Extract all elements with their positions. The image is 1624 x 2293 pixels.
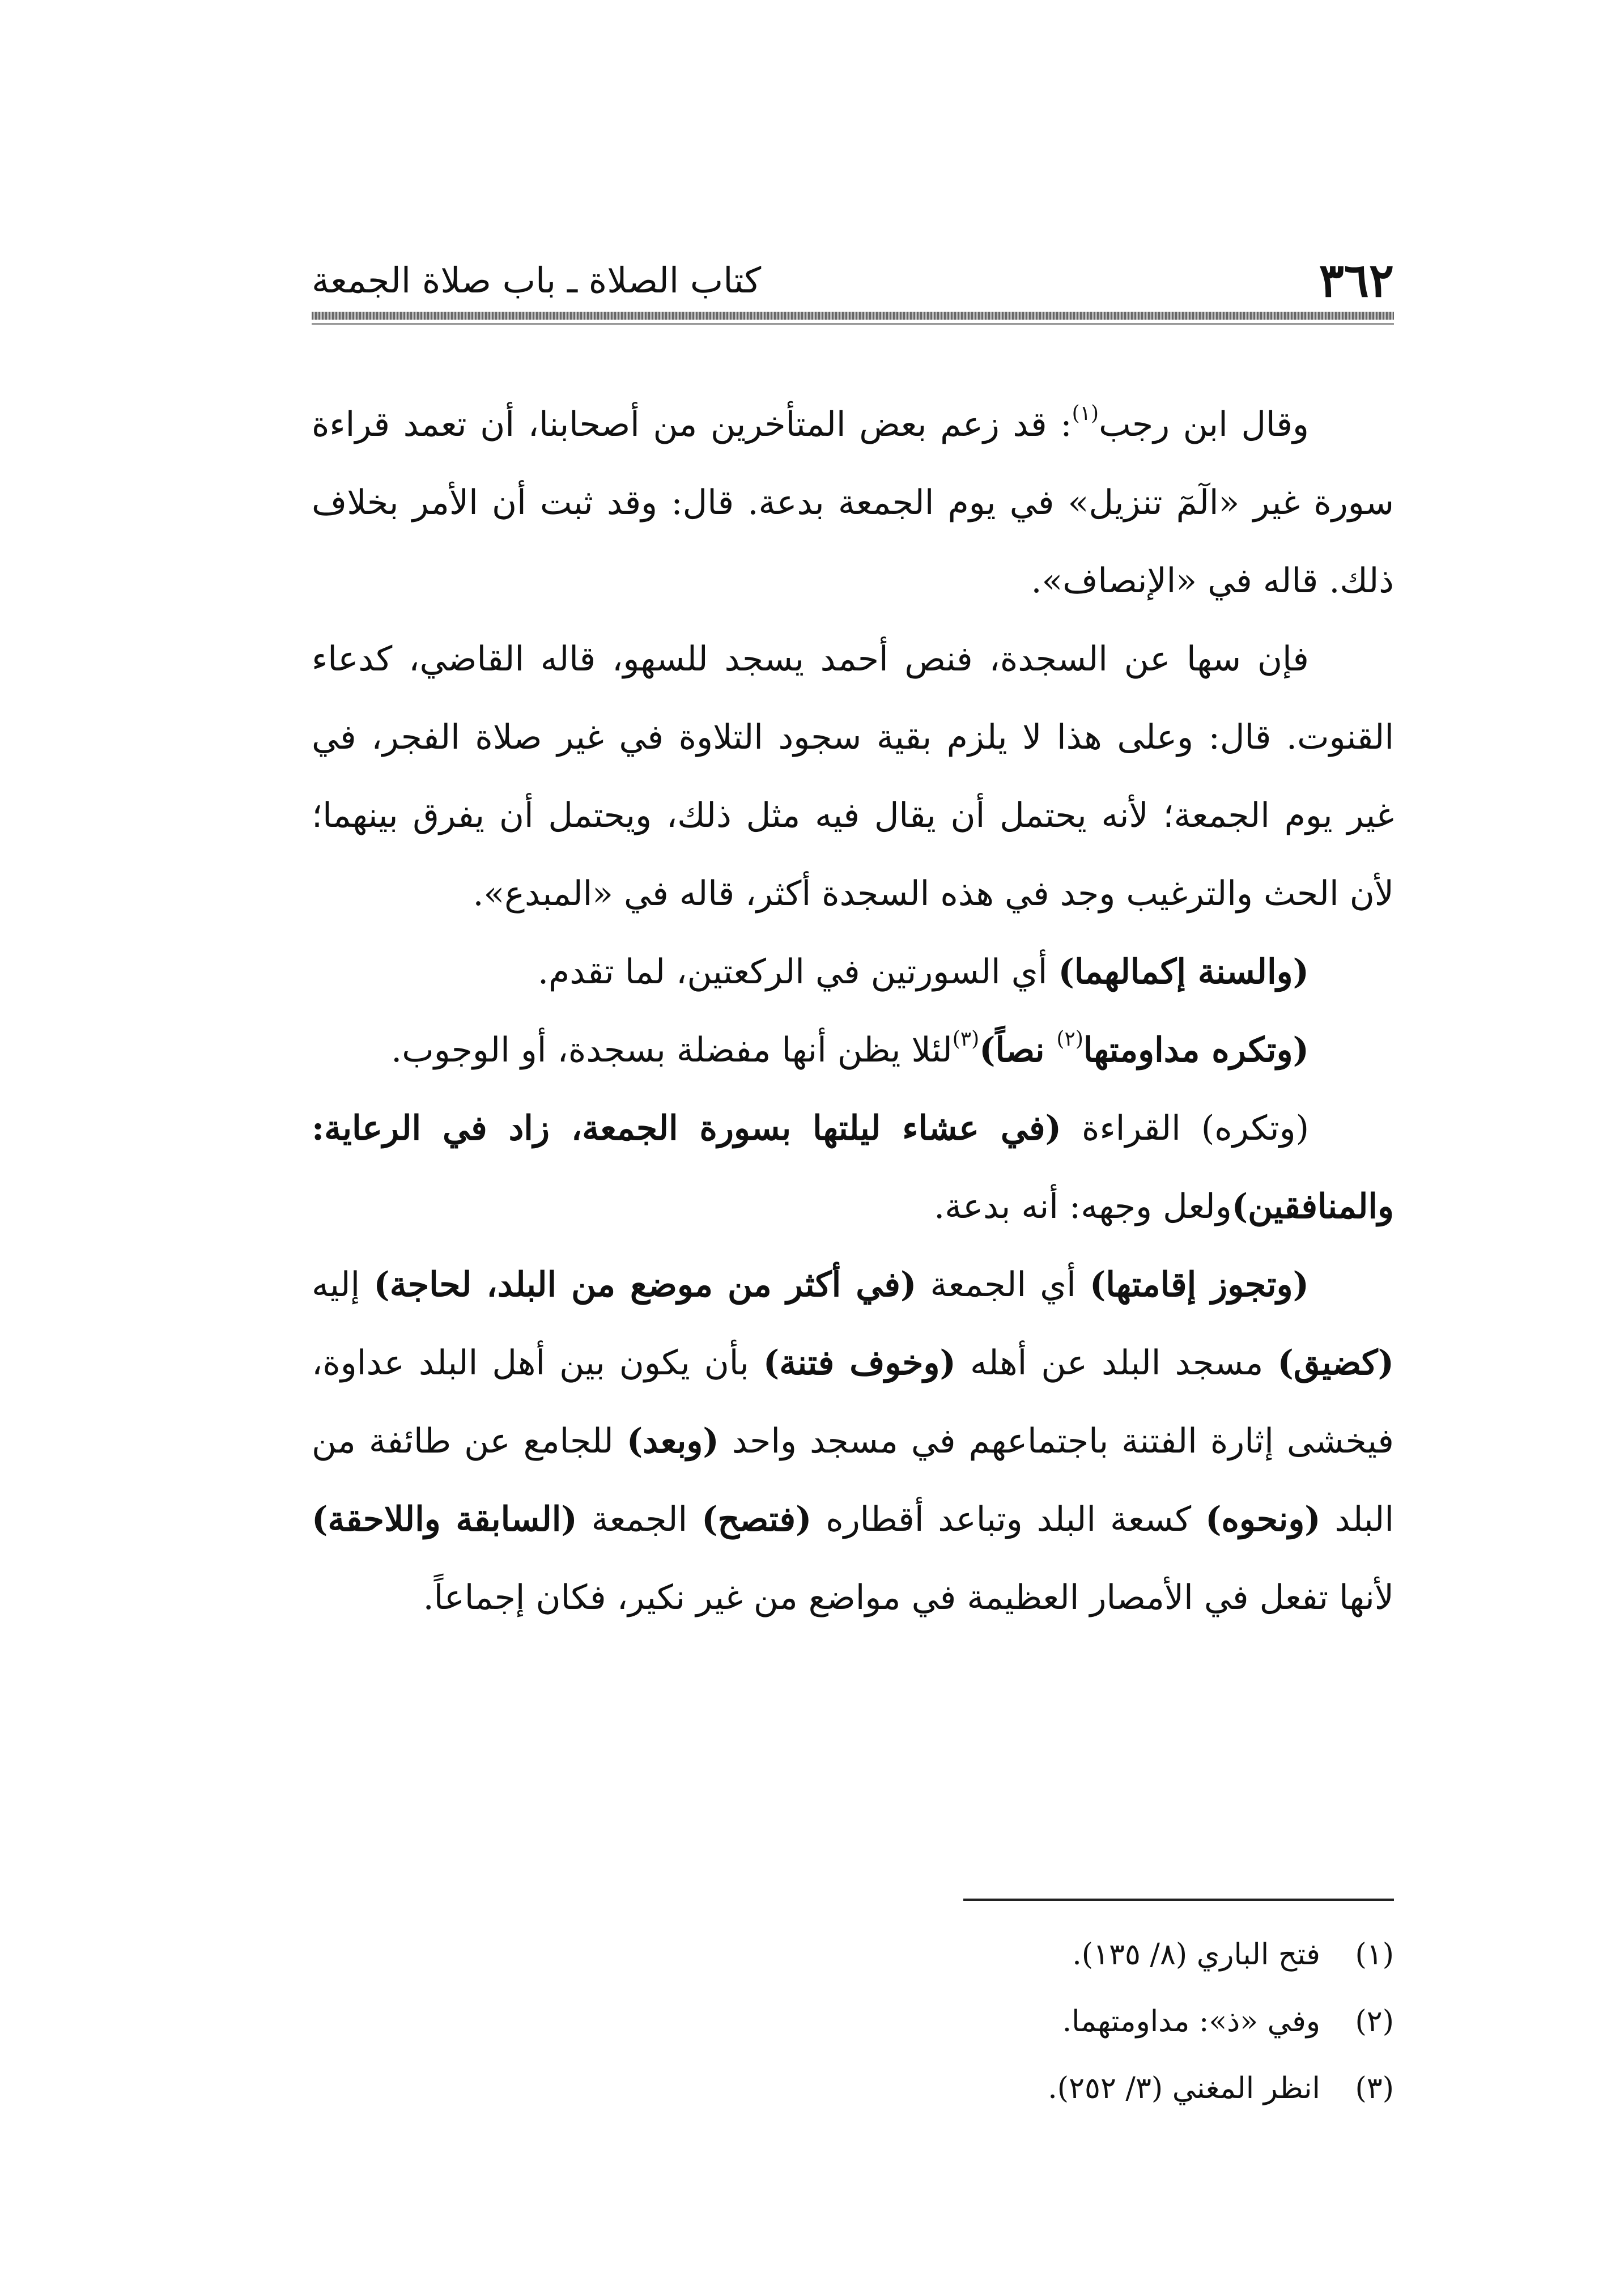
footnotes bbox=[680, 1921, 1394, 2122]
footnote bbox=[680, 1988, 1394, 2055]
running-header bbox=[312, 249, 1394, 312]
header-rule-thin bbox=[312, 323, 1394, 325]
sharh-text: وقال ابن رجب bbox=[1099, 405, 1309, 444]
paragraph bbox=[312, 933, 1394, 1011]
paragraph bbox=[312, 385, 1394, 620]
sharh-text: أي الجمعة bbox=[916, 1265, 1090, 1305]
sharh-text: للجامع عن طائفة من البلد bbox=[312, 1421, 1394, 1539]
sharh-text: فإن سها عن السجدة، فنص أحمد يسجد للسهو، قاله القاضي، كدعاء القنوت. قال: وعلى هذا لا يلزم بقية سجود التلاوة في غير صلاة الفجر، في غير يوم الجمعة؛ لأنه يحتمل أن يقال فيه مثل ذلك، ويحتمل أن يفرق بينهما؛ لأن الحث والترغيب وجد في هذه السجدة أكثر، قاله في «المبدع». bbox=[312, 639, 1394, 914]
matn-text: (ونحوه) bbox=[1205, 1500, 1321, 1539]
matn-text: (والسنة إكمالهما) bbox=[1058, 952, 1309, 992]
sharh-text: : قد زعم بعض المتأخرين من أصحابنا، أن تعمد قراءة سورة غير «الٓمٓ تنزيل» في يوم الجمعة بدعة. قال: وقد ثبت أن الأمر بخلاف ذلك. قاله في «الإنصاف». bbox=[312, 405, 1394, 601]
matn-text: (فتصح) bbox=[702, 1500, 812, 1539]
matn-text: (وتجوز إقامتها) bbox=[1090, 1265, 1310, 1305]
paragraph bbox=[312, 1246, 1394, 1637]
footnote-text: فتح الباري (٨/ ١٣٥). bbox=[1072, 1938, 1320, 1972]
sharh-text: أي السورتين في الركعتين، لما تقدم. bbox=[537, 952, 1058, 992]
sharh-text: ولعل وجهه: أنه بدعة. bbox=[934, 1187, 1232, 1226]
matn-text: (السابقة واللاحقة) bbox=[312, 1500, 577, 1539]
footnote-text: انظر المغني (٣/ ٢٥٢). bbox=[1048, 2071, 1320, 2105]
footnote bbox=[680, 2055, 1394, 2122]
footnote-number: (٢) bbox=[1355, 2005, 1394, 2039]
body-text bbox=[312, 385, 1394, 1637]
sharh-text: (وتكره) bbox=[1201, 1109, 1309, 1148]
footnote bbox=[680, 1921, 1394, 1988]
sharh-text: مسجد البلد عن أهله bbox=[955, 1343, 1278, 1383]
footnote-ref: (١) bbox=[1072, 402, 1099, 425]
footnote-ref: (٢) bbox=[1056, 1027, 1083, 1051]
matn-text: (في أكثر من موضع من البلد، لحاجة) bbox=[373, 1265, 917, 1305]
header-title: كتاب الصلاة ـ باب صلاة الجمعة bbox=[312, 260, 762, 301]
paragraph bbox=[312, 1089, 1394, 1246]
page-number: ٣٦٢ bbox=[1319, 253, 1394, 308]
sharh-text: القراءة bbox=[1061, 1109, 1201, 1148]
sharh-text: كسعة البلد وتباعد أقطاره bbox=[811, 1500, 1206, 1539]
matn-text: (كضيق) bbox=[1277, 1343, 1394, 1383]
sharh-text: لئلا يظن أنها مفضلة بسجدة، أو الوجوب. bbox=[391, 1030, 953, 1070]
sharh-text: بأن يكون بين أهل البلد عداوة، فيخشى إثارة الفتنة باجتماعهم في مسجد واحد bbox=[312, 1343, 1394, 1461]
paragraph bbox=[312, 1011, 1394, 1089]
footnote-number: (٣) bbox=[1355, 2071, 1394, 2105]
footnote-text: وفي «ذ»: مداومتهما. bbox=[1062, 2005, 1320, 2039]
matn-text: نصاً) bbox=[979, 1030, 1057, 1070]
paragraph bbox=[312, 620, 1394, 933]
sharh-text: الجمعة bbox=[577, 1500, 702, 1539]
header-rule bbox=[312, 312, 1394, 320]
sharh-text: لأنها تفعل في الأمصار العظيمة في مواضع من غير نكير، فكان إجماعاً. bbox=[423, 1578, 1394, 1617]
matn-text: (وتكره مداومتها bbox=[1083, 1030, 1309, 1070]
matn-text: (وبعد) bbox=[626, 1421, 719, 1461]
matn-text: (وخوف فتنة) bbox=[763, 1343, 956, 1383]
matn-text: (في عشاء ليلتها بسورة الجمعة، زاد في الرعاية: والمنافقين) bbox=[312, 1109, 1394, 1226]
footnote-number: (١) bbox=[1355, 1938, 1394, 1972]
sharh-text: إليه bbox=[312, 1265, 374, 1305]
footnote-separator bbox=[963, 1899, 1394, 1901]
footnote-ref: (٣) bbox=[952, 1027, 980, 1051]
